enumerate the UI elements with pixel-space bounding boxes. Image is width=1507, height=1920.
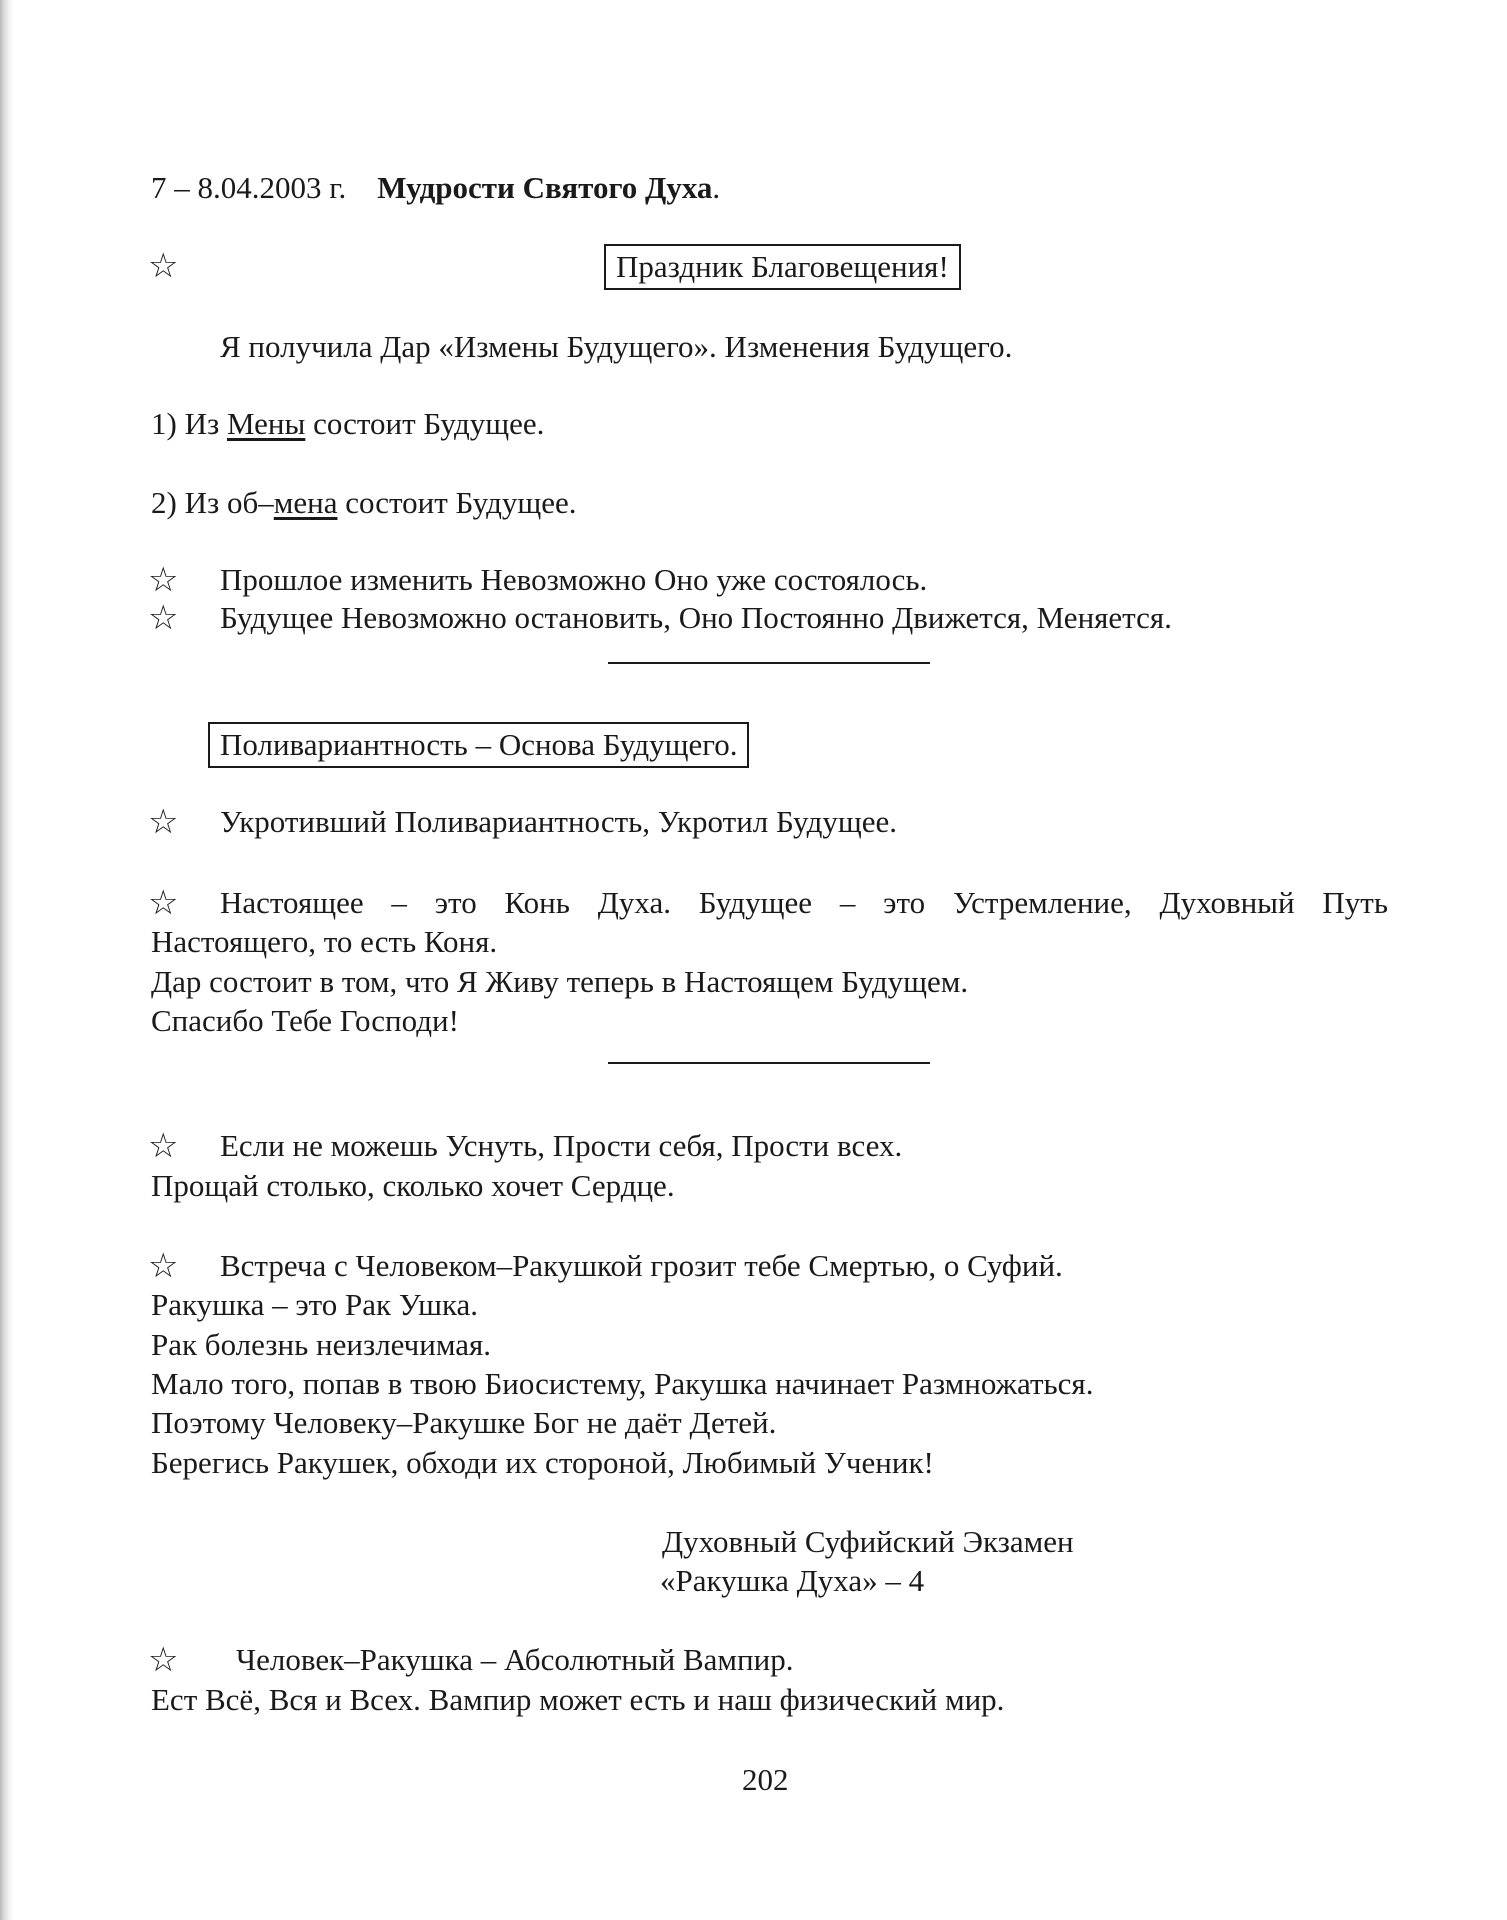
star-icon: ☆ bbox=[148, 560, 179, 600]
item-1: 1) Из Мены состоит Будущее. bbox=[151, 406, 545, 441]
present-line-2: Настоящего, то есть Коня. bbox=[151, 924, 498, 959]
shell-line-3: Рак болезнь неизлечимая. bbox=[151, 1327, 492, 1362]
scan-edge bbox=[0, 0, 14, 1920]
star-icon: ☆ bbox=[148, 802, 179, 842]
vampire-line-2: Ест Всё, Вся и Всех. Вампир может есть и наш физический мир. bbox=[151, 1682, 1005, 1717]
present-line-4: Спасибо Тебе Господи! bbox=[151, 1003, 459, 1038]
future-text: Будущее Невозможно остановить, Оно Постоянно Движется, Меняется. bbox=[220, 600, 1172, 635]
star-icon: ☆ bbox=[148, 1640, 179, 1680]
holiday-box: Праздник Благовещения! bbox=[604, 244, 961, 290]
star-icon: ☆ bbox=[148, 1246, 179, 1286]
star-icon: ☆ bbox=[148, 883, 179, 923]
shell-line-2: Ракушка – это Рак Ушка. bbox=[151, 1287, 479, 1322]
separator-rule bbox=[608, 662, 930, 664]
tamer-text: Укротивший Поливариантность, Укротил Будущее. bbox=[220, 804, 897, 839]
past-text: Прошлое изменить Невозможно Оно уже состоялось. bbox=[220, 562, 928, 597]
page-number: 202 bbox=[742, 1762, 789, 1797]
intro-text: Я получила Дар «Измены Будущего». Изменения Будущего. bbox=[220, 329, 1013, 364]
shell-line-4: Мало того, попав в твою Биосистему, Ракушка начинает Размножаться. bbox=[151, 1366, 1094, 1401]
present-line-3: Дар состоит в том, что Я Живу теперь в Настоящем Будущем. bbox=[151, 964, 969, 999]
item-1-underlined: Мены bbox=[226, 406, 306, 441]
header-title-end: . bbox=[712, 170, 721, 205]
star-icon: ☆ bbox=[148, 1126, 179, 1166]
star-icon: ☆ bbox=[148, 598, 179, 638]
shell-line-6: Берегись Ракушек, обходи их стороной, Любимый Ученик! bbox=[151, 1445, 934, 1480]
shell-line-1: Встреча с Человеком–Ракушкой грозит тебе Смертью, о Суфий. bbox=[220, 1248, 1063, 1283]
header-line bbox=[151, 168, 720, 208]
exam-line-2: «Ракушка Духа» – 4 bbox=[660, 1563, 925, 1598]
item-2-underlined: мена bbox=[273, 485, 338, 520]
star-icon: ☆ bbox=[148, 246, 179, 286]
separator-rule bbox=[608, 1062, 930, 1064]
exam-line-1: Духовный Суфийский Экзамен bbox=[662, 1524, 1074, 1559]
sleep-line-2: Прощай столько, сколько хочет Сердце. bbox=[151, 1168, 675, 1203]
present-line-1: Настоящее – это Конь Духа. Будущее – это Устремление, Духовный Путь bbox=[220, 885, 1388, 920]
header-date: 7 – 8.04.2003 г. bbox=[151, 170, 347, 205]
vampire-line-1: Человек–Ракушка – Абсолютный Вампир. bbox=[236, 1642, 794, 1677]
sleep-line-1: Если не можешь Уснуть, Прости себя, Прости всех. bbox=[220, 1128, 903, 1163]
header-title: Мудрости Святого Духа bbox=[377, 170, 713, 205]
polyvariant-box: Поливариантность – Основа Будущего. bbox=[208, 722, 749, 768]
item-2: 2) Из об–мена состоит Будущее. bbox=[151, 485, 577, 520]
shell-line-5: Поэтому Человеку–Ракушке Бог не даёт Детей. bbox=[151, 1405, 777, 1440]
